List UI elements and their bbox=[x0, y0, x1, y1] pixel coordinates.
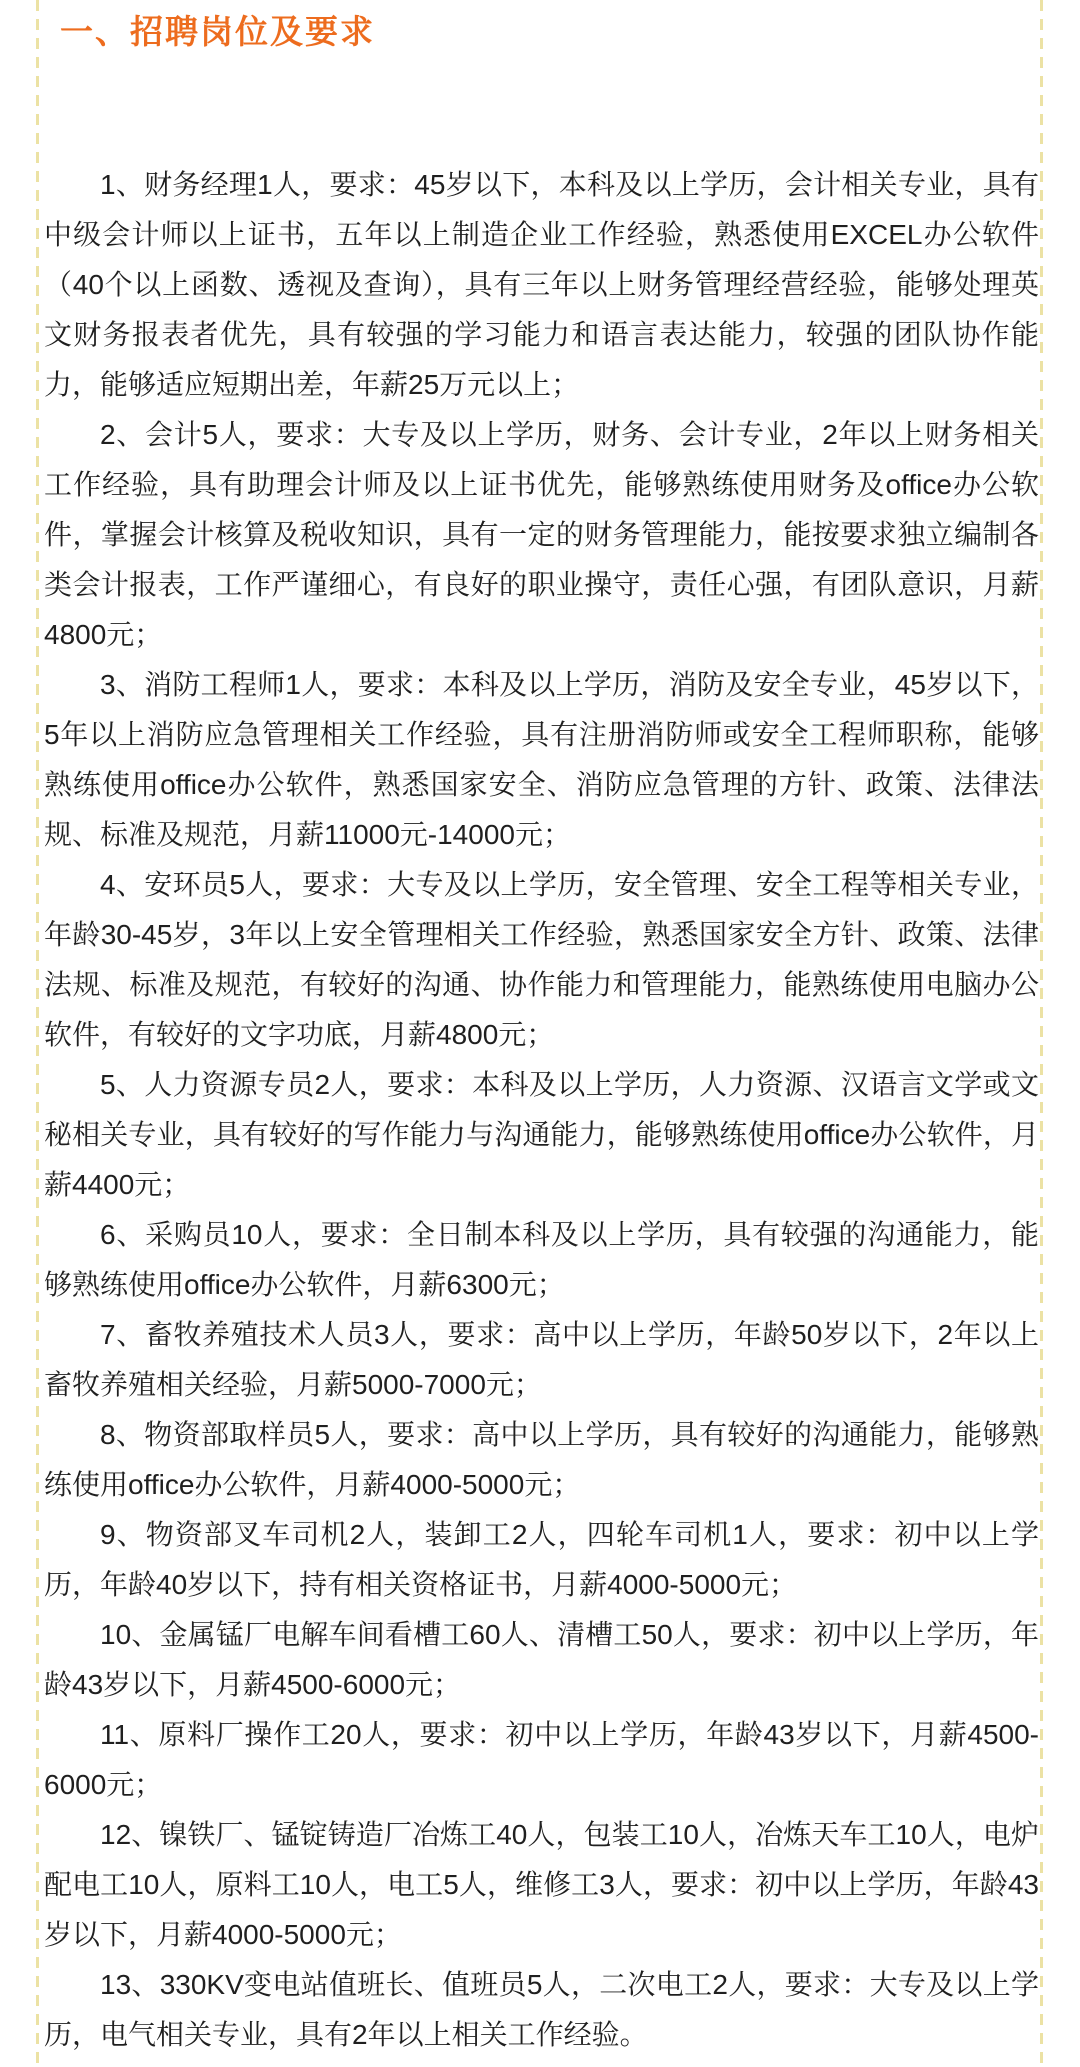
job-paragraph: 1、财务经理1人，要求：45岁以下，本科及以上学历，会计相关专业，具有中级会计师以上证书，五年以上制造企业工作经验，熟悉使用EXCEL办公软件（40个以上函数、透视及查询），具有三年以上财务管理经营经验，能够处理英文财务报表者优先，具有较强的学习能力和语言表达能力，较强的团队协作能力，能够适应短期出差，年薪25万元以上； bbox=[44, 169, 1039, 400]
job-paragraph: 2、会计5人，要求：大专及以上学历，财务、会计专业，2年以上财务相关工作经验，具有助理会计师及以上证书优先，能够熟练使用财务及office办公软件，掌握会计核算及税收知识，具有一定的财务管理能力，能按要求独立编制各类会计报表，工作严谨细心，有良好的职业操守，责任心强，有团队意识，月薪4800元； bbox=[44, 419, 1039, 650]
job-paragraph: 11、原料厂操作工20人，要求：初中以上学历，年龄43岁以下，月薪4500-6000元； bbox=[44, 1719, 1039, 1800]
job-paragraph: 5、人力资源专员2人，要求：本科及以上学历，人力资源、汉语言文学或文秘相关专业，具有较好的写作能力与沟通能力，能够熟练使用office办公软件，月薪4400元； bbox=[44, 1069, 1039, 1200]
job-paragraph: 8、物资部取样员5人，要求：高中以上学历，具有较好的沟通能力，能够熟练使用office办公软件，月薪4000-5000元； bbox=[44, 1419, 1039, 1500]
left-dashed-border bbox=[36, 0, 39, 2067]
job-paragraph: 6、采购员10人，要求：全日制本科及以上学历，具有较强的沟通能力，能够熟练使用office办公软件，月薪6300元； bbox=[44, 1219, 1039, 1300]
job-paragraph: 9、物资部叉车司机2人，装卸工2人，四轮车司机1人，要求：初中以上学历，年龄40岁以下，持有相关资格证书，月薪4000-5000元； bbox=[44, 1519, 1039, 1600]
job-paragraph: 4、安环员5人，要求：大专及以上学历，安全管理、安全工程等相关专业，年龄30-45岁，3年以上安全管理相关工作经验，熟悉国家安全方针、政策、法律法规、标准及规范，有较好的沟通、协作能力和管理能力，能熟练使用电脑办公软件，有较好的文字功底，月薪4800元； bbox=[44, 869, 1039, 1050]
job-requirements-list bbox=[44, 160, 1039, 2060]
job-paragraph: 3、消防工程师1人，要求：本科及以上学历，消防及安全专业，45岁以下，5年以上消防应急管理相关工作经验，具有注册消防师或安全工程师职称，能够熟练使用office办公软件，熟悉国家安全、消防应急管理的方针、政策、法律法规、标准及规范，月薪11000元-14000元； bbox=[44, 669, 1039, 850]
job-paragraph: 7、畜牧养殖技术人员3人，要求：高中以上学历，年龄50岁以下，2年以上畜牧养殖相关经验，月薪5000-7000元； bbox=[44, 1319, 1039, 1400]
job-paragraph: 12、镍铁厂、锰锭铸造厂冶炼工40人，包装工10人，冶炼天车工10人，电炉配电工10人，原料工10人，电工5人，维修工3人，要求：初中以上学历，年龄43岁以下，月薪4000-5000元； bbox=[44, 1819, 1039, 1950]
job-paragraph: 13、330KV变电站值班长、值班员5人，二次电工2人，要求：大专及以上学历，电气相关专业，具有2年以上相关工作经验。 bbox=[44, 1969, 1039, 2050]
job-paragraph: 10、金属锰厂电解车间看槽工60人、清槽工50人，要求：初中以上学历，年龄43岁以下，月薪4500-6000元； bbox=[44, 1619, 1039, 1700]
section-title: 一、招聘岗位及要求 bbox=[60, 13, 375, 50]
right-dashed-border bbox=[1040, 0, 1043, 2067]
